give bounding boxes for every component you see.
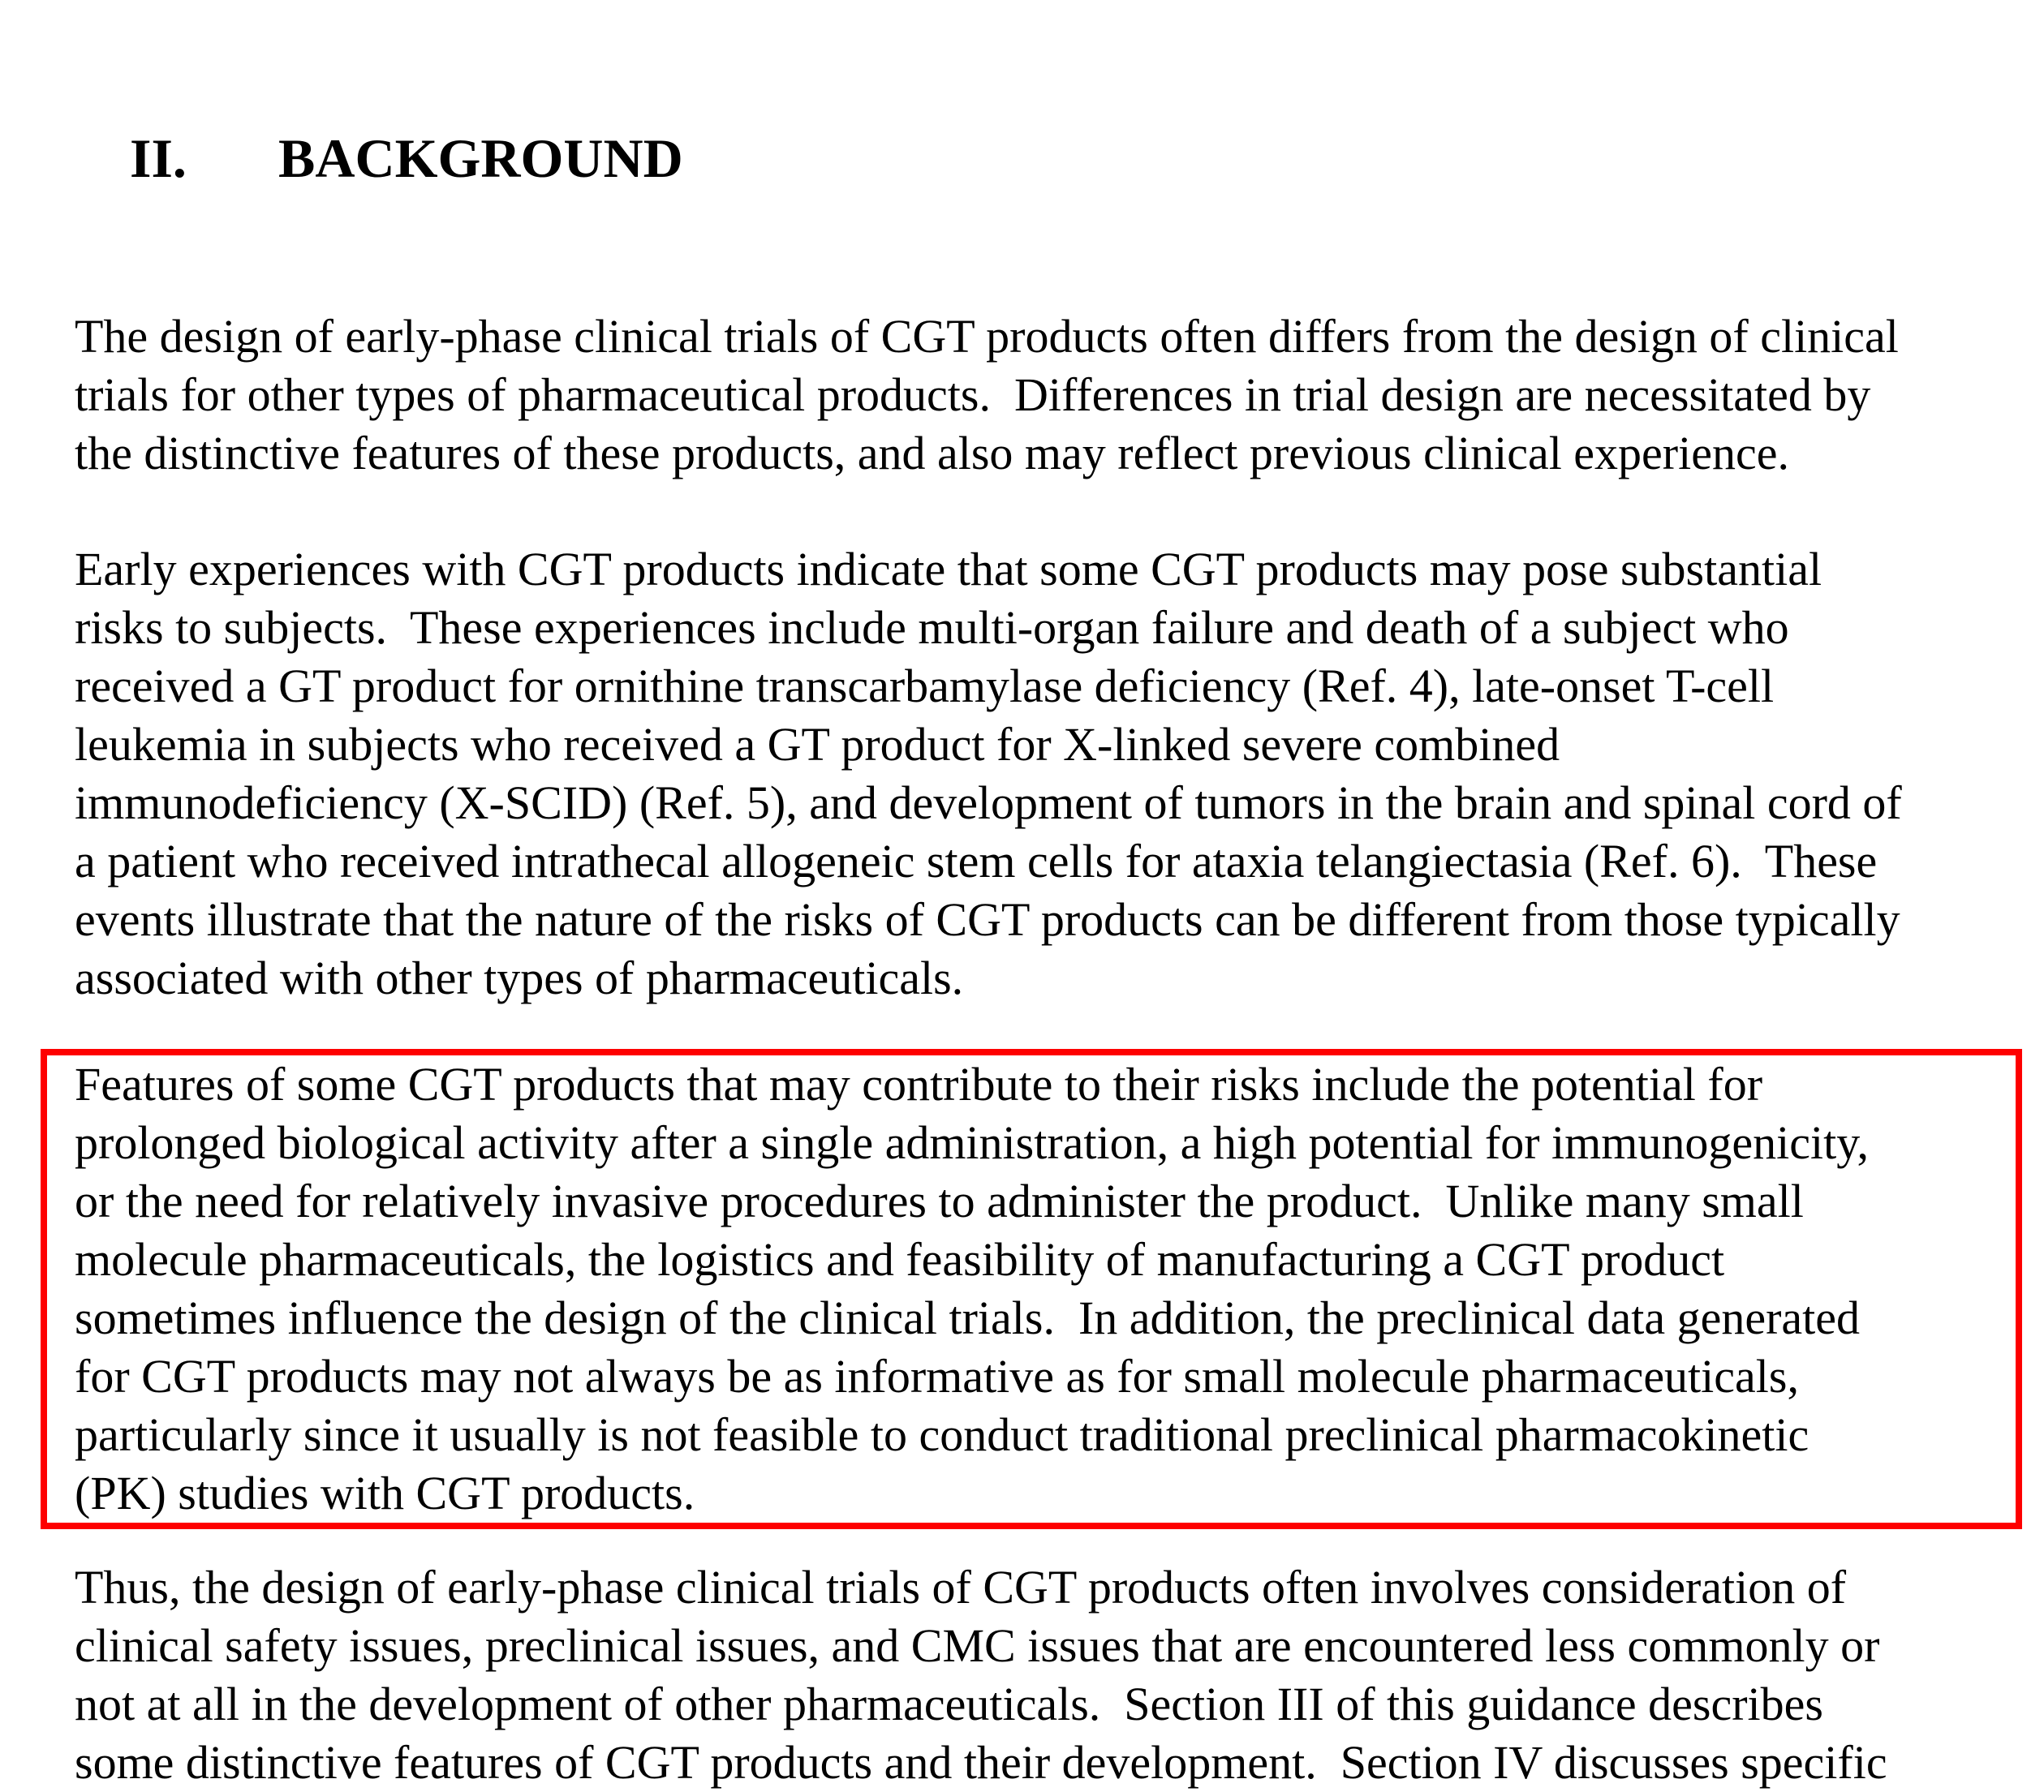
paragraph-1 — [75, 307, 2028, 483]
text-line: for CGT products may not always be as informative as for small molecule pharmaceuticals, — [75, 1350, 1799, 1403]
text-line: clinical safety issues, preclinical issues, and CMC issues that are encountered less commonly or — [75, 1619, 1880, 1672]
text-line: trials for other types of pharmaceutical products. Differences in trial design are necessitated by — [75, 368, 1871, 421]
text-line: associated with other types of pharmaceuticals. — [75, 952, 964, 1004]
text-line: received a GT product for ornithine transcarbamylase deficiency (Ref. 4), late-onset T-cell — [75, 660, 1775, 712]
text-line: (PK) studies with CGT products. — [75, 1467, 695, 1519]
text-line: sometimes influence the design of the clinical trials. In addition, the preclinical data generated — [75, 1291, 1860, 1344]
text-line: Features of some CGT products that may contribute to their risks include the potential for — [75, 1058, 1763, 1111]
text-line-clipped: some distinctive features of CGT products and their development. Section IV discusses specific — [75, 1736, 1887, 1789]
text-line: particularly since it usually is not feasible to conduct traditional preclinical pharmacokinetic — [75, 1408, 1809, 1461]
text-line: events illustrate that the nature of the risks of CGT products can be different from those typically — [75, 893, 1900, 946]
section-number: II. — [130, 127, 187, 189]
text-line: not at all in the development of other pharmaceuticals. Section III of this guidance describes — [75, 1678, 1823, 1730]
text-line: immunodeficiency (X-SCID) (Ref. 5), and development of tumors in the brain and spinal cord of — [75, 776, 1902, 829]
text-line: a patient who received intrathecal allogeneic stem cells for ataxia telangiectasia (Ref. 6). These — [75, 835, 1878, 887]
text-line: prolonged biological activity after a single administration, a high potential for immunogenicity, — [75, 1116, 1869, 1169]
text-line: or the need for relatively invasive procedures to administer the product. Unlike many small — [75, 1175, 1804, 1227]
section-heading — [75, 61, 2028, 256]
highlight-box — [41, 1049, 2022, 1529]
paragraph-3-highlighted — [75, 1055, 2007, 1523]
text-line: Thus, the design of early-phase clinical trials of CGT products often involves consideration of — [75, 1561, 1847, 1614]
text-line: Early experiences with CGT products indicate that some CGT products may pose substantial — [75, 543, 1822, 595]
text-line: The design of early-phase clinical trials of CGT products often differs from the design of clinical — [75, 310, 1899, 363]
text-line: risks to subjects. These experiences include multi-organ failure and death of a subject who — [75, 601, 1789, 654]
text-line: leukemia in subjects who received a GT product for X-linked severe combined — [75, 718, 1560, 771]
section-title: BACKGROUND — [278, 127, 683, 189]
text-line: the distinctive features of these products, and also may reflect previous clinical experience. — [75, 427, 1789, 479]
text-line: molecule pharmaceuticals, the logistics and feasibility of manufacturing a CGT product — [75, 1233, 1725, 1286]
paragraph-2 — [75, 540, 2028, 1008]
paragraph-4 — [75, 1558, 2028, 1792]
